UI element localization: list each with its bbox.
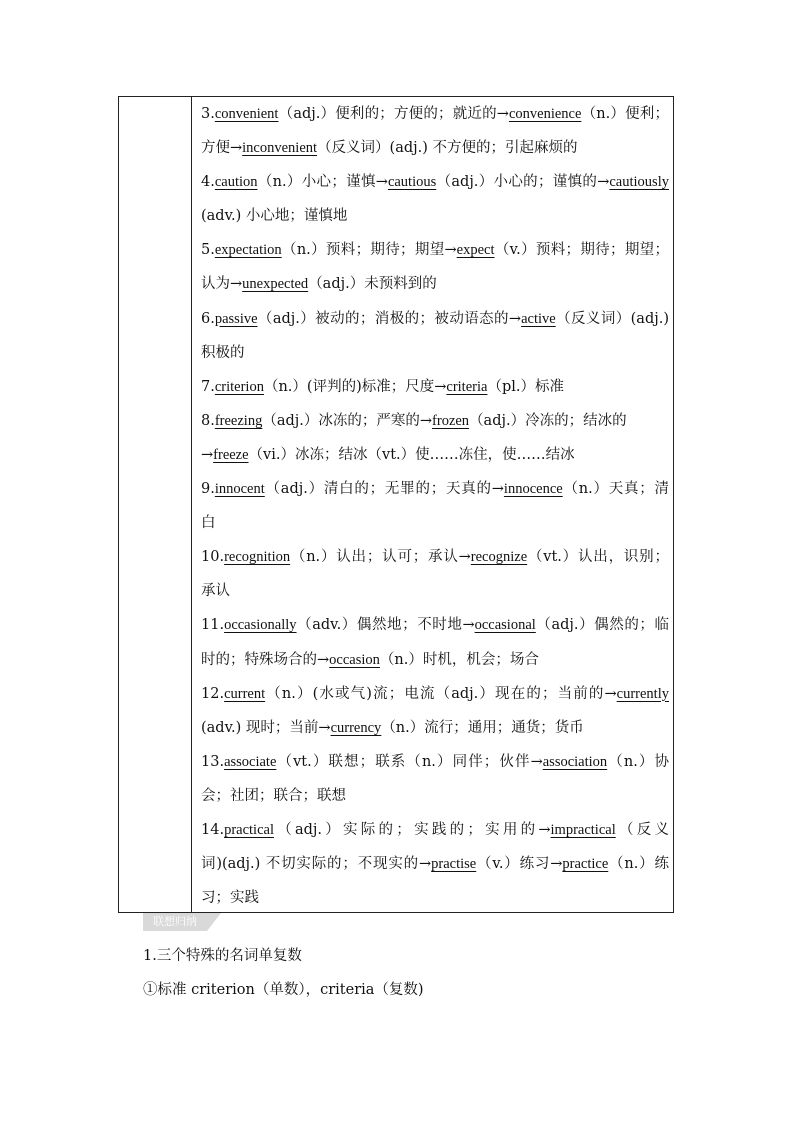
line-13: 白 (201, 515, 216, 532)
vocabulary-table (118, 96, 674, 913)
section-tag-tail (207, 913, 221, 931)
line-23: 词)(adj.) 不切实际的；不现实的→practise（v.）练习→practice（n.）练 (201, 856, 669, 873)
table-content-cell (201, 97, 669, 915)
section-tag (143, 913, 225, 933)
line-20: 13.associate（vt.）联想；联系（n.）同伴；伙伴→association（n.）协 (201, 753, 669, 770)
line-9: 7.criterion（n.）(评判的)标准；尺度→criteria（pl.）标准 (201, 378, 564, 395)
table-left-cell (119, 97, 192, 912)
line-24: 习；实践 (201, 890, 259, 907)
line-21: 会；社团；联合；联想 (201, 787, 346, 804)
line-7: 6.passive（adj.）被动的；消极的；被动语态的→active（反义词）(adj.) (201, 310, 669, 327)
line-8: 积极的 (201, 344, 245, 361)
line-2: 方便→inconvenient（反义词）(adj.) 不方便的；引起麻烦的 (201, 140, 578, 157)
summary-item-1: ①标准 criterion（单数），criteria（复数) (143, 982, 424, 998)
line-15: 承认 (201, 583, 230, 600)
line-5: 5.expectation（n.）预料；期待；期望→expect（v.）预料；期待；期望； (201, 242, 669, 259)
line-4: (adv.) 小心地；谨慎地 (201, 208, 348, 225)
line-12: 9.innocent（adj.）清白的；无罪的；天真的→innocence（n.）天真；清 (201, 481, 669, 498)
line-10: 8.freezing（adj.）冰冻的；严寒的→frozen（adj.）冷冻的；结冰的 (201, 412, 627, 429)
line-11: →freeze（vi.）冰冻；结冰（vt.）使……冻住，使……结冰 (201, 446, 575, 463)
line-22: 14.practical（adj.）实际的；实践的；实用的→impractical（反义 (201, 821, 670, 838)
line-16: 11.occasionally（adv.）偶然地；不时地→occasional（adj.）偶然的；临 (201, 617, 670, 634)
line-14: 10.recognition（n.）认出；认可；承认→recognize（vt.）认出，识别； (201, 549, 669, 566)
line-6: 认为→unexpected（adj.）未预料到的 (201, 276, 437, 293)
line-3: 4.caution（n.）小心；谨慎→cautious（adj.）小心的；谨慎的→cautiously (201, 174, 669, 191)
line-17: 时的；特殊场合的→occasion（n.）时机，机会；场合 (201, 651, 539, 668)
line-1: 3.convenient（adj.）便利的；方便的；就近的→convenience（n.）便利； (201, 106, 669, 122)
line-18: 12.current（n.）(水或气)流；电流（adj.）现在的；当前的→currently (201, 685, 669, 702)
section-tag-label: 联想归纳 (143, 913, 207, 931)
line-19: (adv.) 现时；当前→currency（n.）流行；通用；通货；货币 (201, 719, 584, 736)
summary-heading: 1.三个特殊的名词单复数 (143, 948, 302, 964)
